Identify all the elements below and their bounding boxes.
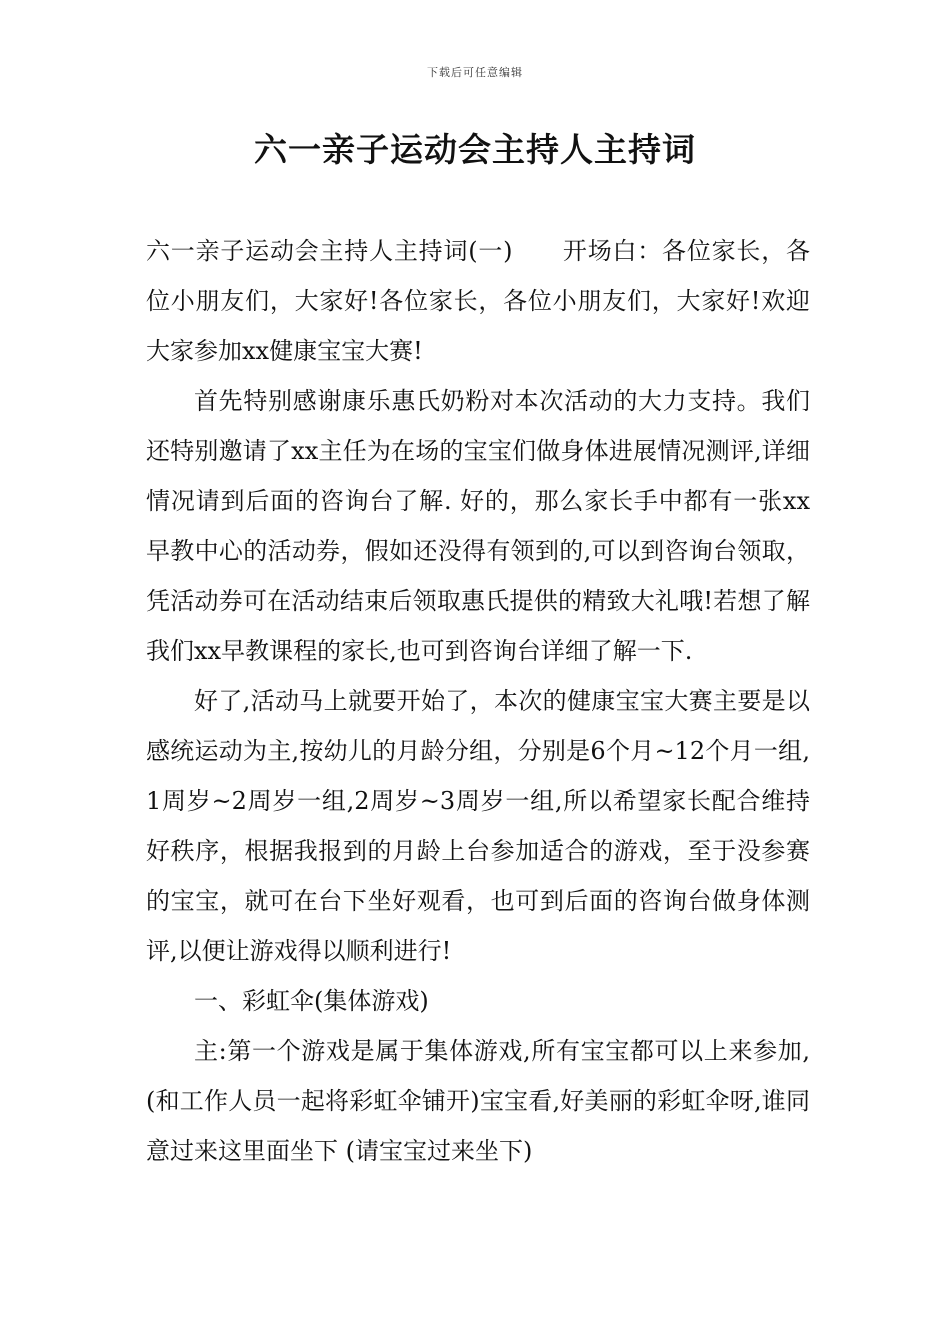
paragraph-rainbow-umbrella: 主:第一个游戏是属于集体游戏,所有宝宝都可以上来参加,(和工作人员一起将彩虹伞铺开)宝宝看,好美丽的彩虹伞呀,谁同意过来这里面坐下 (请宝宝过来坐下) <box>146 1037 810 1165</box>
paragraph-rules: 好了,活动马上就要开始了，本次的健康宝宝大赛主要是以感统运动为主,按幼儿的月龄分组，分别是6个月~12个月一组,1周岁~2周岁一组,2周岁~3周岁一组,所以希望家长配合维持好秩序，根据我报到的月龄上台参加适合的游戏，至于没参赛的宝宝，就可在台下坐好观看，也可到后面的咨询台做身体测评,以便让游戏得以顺利进行! <box>146 687 810 965</box>
paragraph-opening: 六一亲子运动会主持人主持词(一) 开场白：各位家长，各位小朋友们，大家好!各位家长，各位小朋友们，大家好!欢迎大家参加xx健康宝宝大赛! <box>146 237 810 365</box>
document-body <box>146 226 810 1176</box>
header-note: 下载后可任意编辑 <box>427 66 523 79</box>
document-title: 六一亲子运动会主持人主持词 <box>254 130 696 169</box>
section-heading-rainbow-umbrella: 一、彩虹伞(集体游戏) <box>194 987 429 1015</box>
paragraph-thanks: 首先特别感谢康乐惠氏奶粉对本次活动的大力支持。我们还特别邀请了xx主任为在场的宝宝们做身体进展情况测评,详细情况请到后面的咨询台了解. 好的，那么家长手中都有一张xx早教中心的活动券，假如还没得有领到的,可以到咨询台领取，凭活动券可在活动结束后领取惠氏提供的精致大礼哦!若想了解我们xx早教课程的家长,也可到咨询台详细了解一下. <box>146 387 810 665</box>
